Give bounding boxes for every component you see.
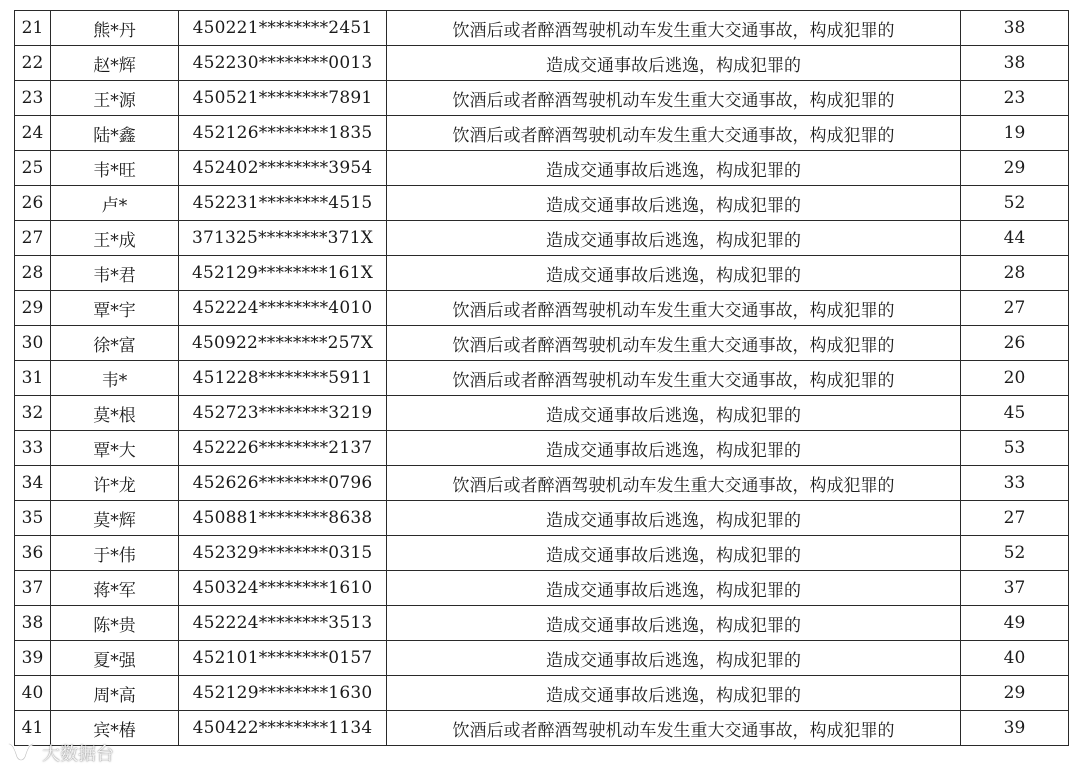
row-number: 33 <box>15 431 51 466</box>
person-name: 韦*旺 <box>51 151 179 186</box>
watermark-text: 大数据台 <box>42 744 114 765</box>
person-name: 韦*君 <box>51 256 179 291</box>
table-row <box>15 256 1069 291</box>
person-name: 徐*富 <box>51 326 179 361</box>
person-name: 赵*辉 <box>51 46 179 81</box>
score-value: 37 <box>961 571 1069 606</box>
score-value: 44 <box>961 221 1069 256</box>
table-row <box>15 606 1069 641</box>
table-row <box>15 711 1069 746</box>
score-value: 38 <box>961 11 1069 46</box>
score-value: 29 <box>961 151 1069 186</box>
row-number: 27 <box>15 221 51 256</box>
score-value: 52 <box>961 536 1069 571</box>
row-number: 28 <box>15 256 51 291</box>
row-number: 21 <box>15 11 51 46</box>
person-name: 王*成 <box>51 221 179 256</box>
offense-description: 饮酒后或者醉酒驾驶机动车发生重大交通事故，构成犯罪的 <box>387 116 961 151</box>
id-number: 451228********5911 <box>179 361 387 396</box>
score-value: 27 <box>961 501 1069 536</box>
id-number: 452626********0796 <box>179 466 387 501</box>
table-row <box>15 431 1069 466</box>
row-number: 34 <box>15 466 51 501</box>
table-row <box>15 571 1069 606</box>
person-name: 王*源 <box>51 81 179 116</box>
table-row <box>15 676 1069 711</box>
row-number: 26 <box>15 186 51 221</box>
table-row <box>15 501 1069 536</box>
offense-description: 造成交通事故后逃逸，构成犯罪的 <box>387 46 961 81</box>
offense-description: 造成交通事故后逃逸，构成犯罪的 <box>387 396 961 431</box>
table-row <box>15 641 1069 676</box>
table-row <box>15 11 1069 46</box>
row-number: 36 <box>15 536 51 571</box>
person-name: 熊*丹 <box>51 11 179 46</box>
score-value: 49 <box>961 606 1069 641</box>
row-number: 41 <box>15 711 51 746</box>
offense-description: 造成交通事故后逃逸，构成犯罪的 <box>387 536 961 571</box>
score-value: 33 <box>961 466 1069 501</box>
offense-description: 造成交通事故后逃逸，构成犯罪的 <box>387 186 961 221</box>
offense-description: 造成交通事故后逃逸，构成犯罪的 <box>387 151 961 186</box>
person-name: 宾*椿 <box>51 711 179 746</box>
table-row <box>15 536 1069 571</box>
row-number: 39 <box>15 641 51 676</box>
table-row <box>15 291 1069 326</box>
score-value: 28 <box>961 256 1069 291</box>
person-name: 韦* <box>51 361 179 396</box>
row-number: 30 <box>15 326 51 361</box>
score-value: 20 <box>961 361 1069 396</box>
id-number: 452129********161X <box>179 256 387 291</box>
person-name: 陆*鑫 <box>51 116 179 151</box>
person-name: 于*伟 <box>51 536 179 571</box>
offense-description: 饮酒后或者醉酒驾驶机动车发生重大交通事故，构成犯罪的 <box>387 326 961 361</box>
offense-description: 造成交通事故后逃逸，构成犯罪的 <box>387 571 961 606</box>
id-number: 450521********7891 <box>179 81 387 116</box>
id-number: 452224********4010 <box>179 291 387 326</box>
id-number: 452126********1835 <box>179 116 387 151</box>
table-row <box>15 186 1069 221</box>
score-value: 38 <box>961 46 1069 81</box>
id-number: 452226********2137 <box>179 431 387 466</box>
offense-description: 造成交通事故后逃逸，构成犯罪的 <box>387 676 961 711</box>
score-value: 26 <box>961 326 1069 361</box>
id-number: 452723********3219 <box>179 396 387 431</box>
offender-table <box>14 10 1069 746</box>
person-name: 卢* <box>51 186 179 221</box>
offense-description: 造成交通事故后逃逸，构成犯罪的 <box>387 256 961 291</box>
table-row <box>15 46 1069 81</box>
score-value: 40 <box>961 641 1069 676</box>
offense-description: 造成交通事故后逃逸，构成犯罪的 <box>387 641 961 676</box>
person-name: 莫*根 <box>51 396 179 431</box>
offense-description: 饮酒后或者醉酒驾驶机动车发生重大交通事故，构成犯罪的 <box>387 291 961 326</box>
offense-description: 饮酒后或者醉酒驾驶机动车发生重大交通事故，构成犯罪的 <box>387 11 961 46</box>
score-value: 45 <box>961 396 1069 431</box>
score-value: 27 <box>961 291 1069 326</box>
row-number: 40 <box>15 676 51 711</box>
id-number: 371325********371X <box>179 221 387 256</box>
id-number: 452231********4515 <box>179 186 387 221</box>
offense-description: 饮酒后或者醉酒驾驶机动车发生重大交通事故，构成犯罪的 <box>387 81 961 116</box>
row-number: 23 <box>15 81 51 116</box>
row-number: 32 <box>15 396 51 431</box>
person-name: 许*龙 <box>51 466 179 501</box>
id-number: 452129********1630 <box>179 676 387 711</box>
offense-description: 造成交通事故后逃逸，构成犯罪的 <box>387 431 961 466</box>
person-name: 蒋*军 <box>51 571 179 606</box>
score-value: 52 <box>961 186 1069 221</box>
person-name: 莫*辉 <box>51 501 179 536</box>
offense-description: 饮酒后或者醉酒驾驶机动车发生重大交通事故，构成犯罪的 <box>387 361 961 396</box>
row-number: 37 <box>15 571 51 606</box>
watermark <box>6 738 114 768</box>
offense-description: 造成交通事故后逃逸，构成犯罪的 <box>387 606 961 641</box>
person-name: 覃*宇 <box>51 291 179 326</box>
table-row <box>15 466 1069 501</box>
person-name: 周*高 <box>51 676 179 711</box>
row-number: 25 <box>15 151 51 186</box>
wechat-channel-icon <box>6 740 36 766</box>
score-value: 39 <box>961 711 1069 746</box>
id-number: 452224********3513 <box>179 606 387 641</box>
offense-description: 造成交通事故后逃逸，构成犯罪的 <box>387 221 961 256</box>
id-number: 452101********0157 <box>179 641 387 676</box>
id-number: 450422********1134 <box>179 711 387 746</box>
row-number: 24 <box>15 116 51 151</box>
id-number: 450922********257X <box>179 326 387 361</box>
person-name: 陈*贵 <box>51 606 179 641</box>
row-number: 31 <box>15 361 51 396</box>
row-number: 35 <box>15 501 51 536</box>
row-number: 29 <box>15 291 51 326</box>
id-number: 450221********2451 <box>179 11 387 46</box>
id-number: 450324********1610 <box>179 571 387 606</box>
table-row <box>15 116 1069 151</box>
table-body <box>15 11 1069 746</box>
score-value: 19 <box>961 116 1069 151</box>
id-number: 452329********0315 <box>179 536 387 571</box>
table-row <box>15 81 1069 116</box>
row-number: 22 <box>15 46 51 81</box>
id-number: 450881********8638 <box>179 501 387 536</box>
offense-description: 造成交通事故后逃逸，构成犯罪的 <box>387 501 961 536</box>
table-row <box>15 221 1069 256</box>
person-name: 夏*强 <box>51 641 179 676</box>
offense-description: 饮酒后或者醉酒驾驶机动车发生重大交通事故，构成犯罪的 <box>387 711 961 746</box>
table-row <box>15 396 1069 431</box>
score-value: 53 <box>961 431 1069 466</box>
table-row <box>15 151 1069 186</box>
score-value: 29 <box>961 676 1069 711</box>
id-number: 452230********0013 <box>179 46 387 81</box>
id-number: 452402********3954 <box>179 151 387 186</box>
score-value: 23 <box>961 81 1069 116</box>
table-row <box>15 361 1069 396</box>
offense-description: 饮酒后或者醉酒驾驶机动车发生重大交通事故，构成犯罪的 <box>387 466 961 501</box>
row-number: 38 <box>15 606 51 641</box>
person-name: 覃*大 <box>51 431 179 466</box>
table-row <box>15 326 1069 361</box>
